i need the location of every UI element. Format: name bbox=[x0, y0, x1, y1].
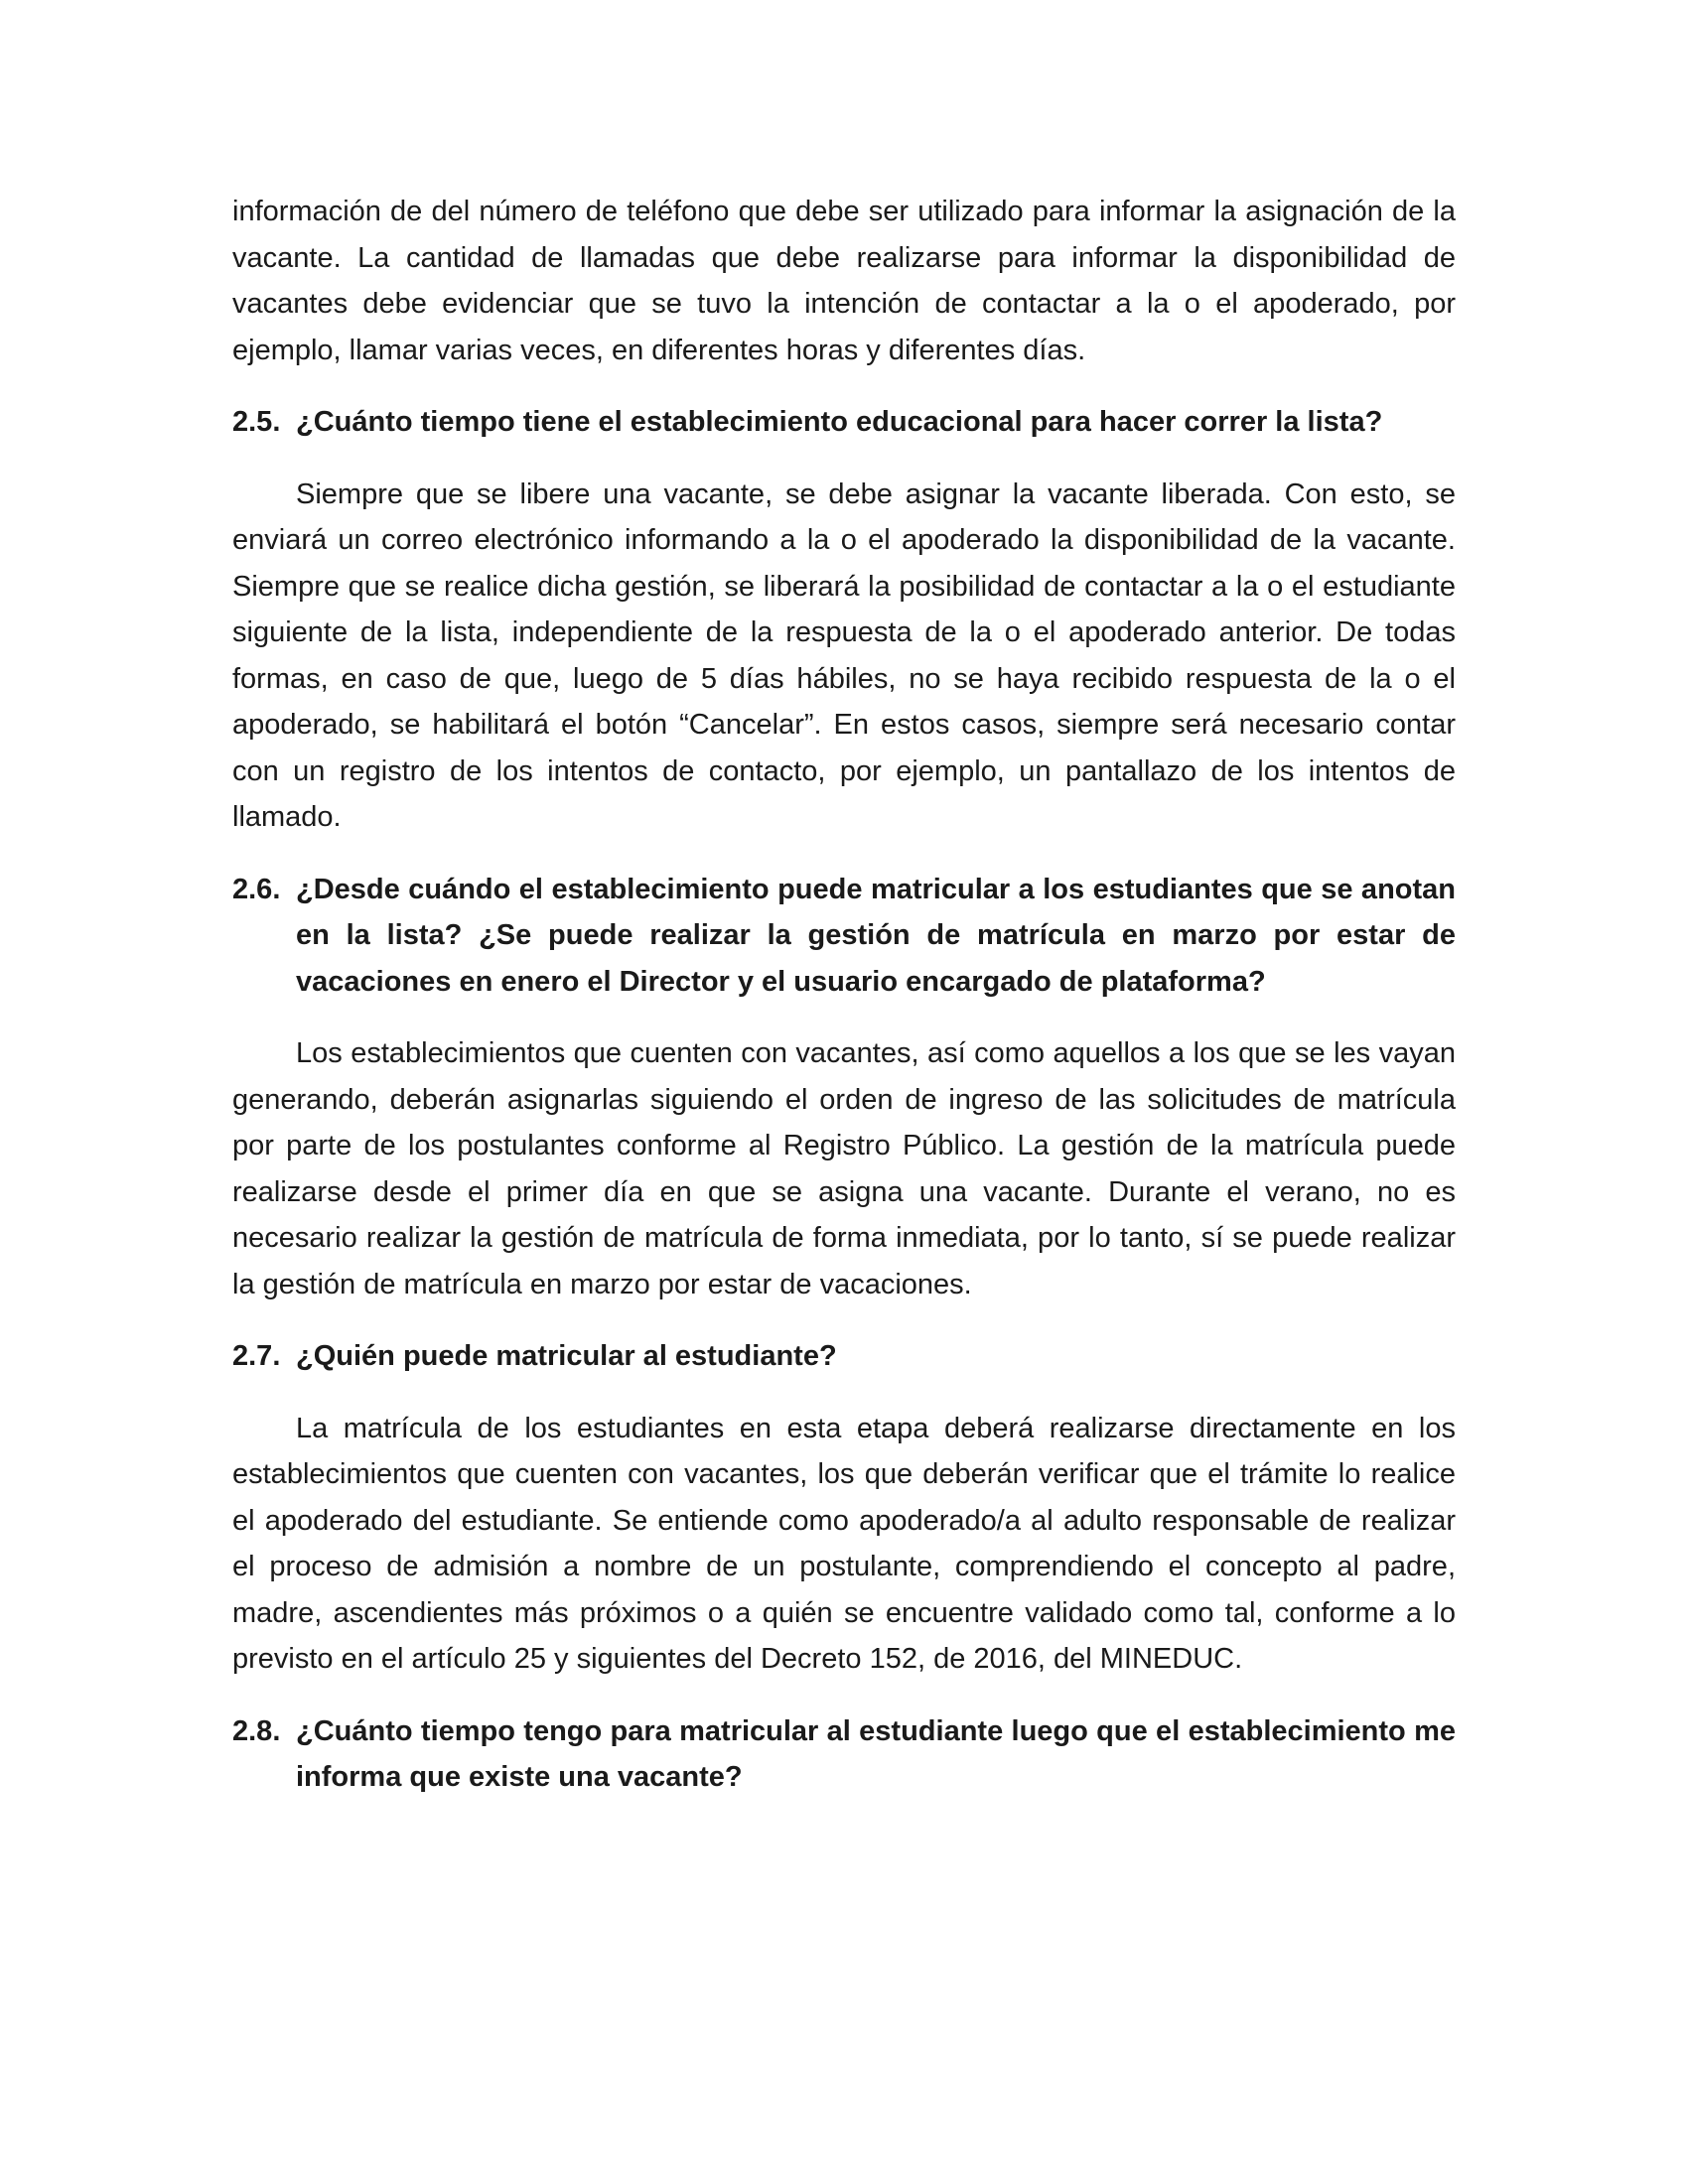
section-answer-2-7: La matrícula de los estudiantes en esta etapa deberá realizarse directamente en los establecimientos que cuenten con vacantes, los que deberán verificar que el trámite lo realice el apoderado del estudiante. Se entiende como apoderado/a al adulto responsable de realizar el proceso de admisión a nombre de un postulante, comprendiendo el concepto al padre, madre, ascendientes más próximos o a quién se encuentre validado como tal, conforme a lo previsto en el artículo 25 y siguientes del Decreto 152, de 2016, del MINEDUC. bbox=[232, 1412, 1456, 1675]
section-number: 2.8. bbox=[232, 1714, 281, 1747]
section-number: 2.5. bbox=[232, 406, 281, 438]
section-heading-2-7 bbox=[232, 1333, 1456, 1380]
section-question: ¿Quién puede matricular al estudiante? bbox=[296, 1340, 837, 1372]
section-heading-2-6 bbox=[232, 867, 1456, 1006]
section-number: 2.7. bbox=[232, 1340, 281, 1372]
document-page bbox=[232, 189, 1456, 1801]
section-question: ¿Desde cuándo el establecimiento puede matricular a los estudiantes que se anotan en la lista? ¿Se puede realizar la gestión de matrícula en marzo por estar de vacaciones en enero el Director y el usuario encargado de plataforma? bbox=[296, 873, 1456, 998]
section-question: ¿Cuánto tiempo tiene el establecimiento educacional para hacer correr la lista? bbox=[296, 406, 1383, 438]
section-answer-2-5: Siempre que se libere una vacante, se debe asignar la vacante liberada. Con esto, se enviará un correo electrónico informando a la o el apoderado la disponibilidad de la vacante. Siempre que se realice dicha gestión, se liberará la posibilidad de contactar a la o el estudiante siguiente de la lista, independiente de la respuesta de la o el apoderado anterior. De todas formas, en caso de que, luego de 5 días hábiles, no se haya recibido respuesta de la o el apoderado, se habilitará el botón “Cancelar”. En estos casos, siempre será necesario contar con un registro de los intentos de contacto, por ejemplo, un pantallazo de los intentos de llamado. bbox=[232, 478, 1456, 833]
section-answer-2-6: Los establecimientos que cuenten con vacantes, así como aquellos a los que se les vayan generando, deberán asignarlas siguiendo el orden de ingreso de las solicitudes de matrícula por parte de los postulantes conforme al Registro Público. La gestión de la matrícula puede realizarse desde el primer día en que se asigna una vacante. Durante el verano, no es necesario realizar la gestión de matrícula de forma inmediata, por lo tanto, sí se puede realizar la gestión de matrícula en marzo por estar de vacaciones. bbox=[232, 1037, 1456, 1300]
intro-paragraph: información de del número de teléfono que debe ser utilizado para informar la asignación de la vacante. La cantidad de llamadas que debe realizarse para informar la disponibilidad de vacantes debe evidenciar que se tuvo la intención de contactar a la o el apoderado, por ejemplo, llamar varias veces, en diferentes horas y diferentes días. bbox=[232, 196, 1456, 366]
section-heading-2-5 bbox=[232, 399, 1456, 446]
section-question: ¿Cuánto tiempo tengo para matricular al estudiante luego que el establecimiento me informa que existe una vacante? bbox=[296, 1714, 1456, 1793]
section-heading-2-8 bbox=[232, 1708, 1456, 1801]
section-number: 2.6. bbox=[232, 873, 281, 905]
